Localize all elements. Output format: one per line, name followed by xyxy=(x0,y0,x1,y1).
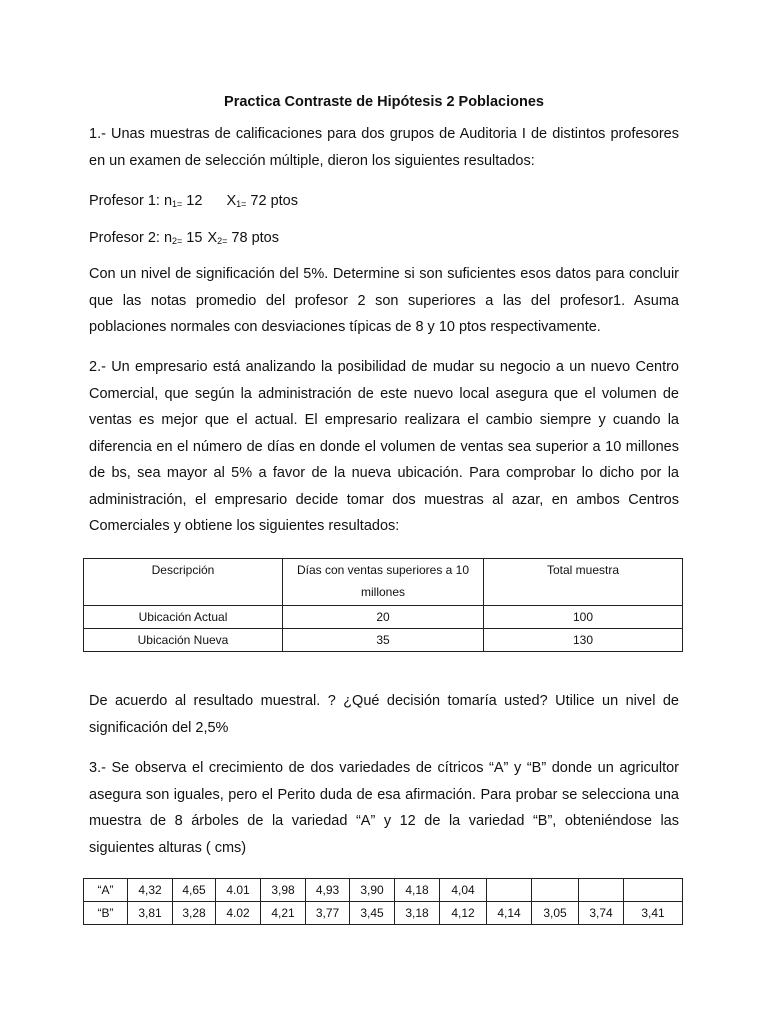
table-cell xyxy=(532,879,579,902)
table-cell: 3,05 xyxy=(532,902,579,925)
table-cell: 4,93 xyxy=(306,879,350,902)
table-cell: 4,12 xyxy=(440,902,487,925)
table-cell: 4,14 xyxy=(487,902,532,925)
table-cell xyxy=(624,879,683,902)
table-cell xyxy=(579,879,624,902)
table-cell: Ubicación Nueva xyxy=(84,629,283,652)
table-cell: 3,74 xyxy=(579,902,624,925)
table-cell: 4.01 xyxy=(216,879,261,902)
table-cell: 3,18 xyxy=(395,902,440,925)
sales-table xyxy=(83,558,683,652)
table-cell: 3,77 xyxy=(306,902,350,925)
table-cell: 4.02 xyxy=(216,902,261,925)
table-cell: 4,21 xyxy=(261,902,306,925)
table-cell xyxy=(487,879,532,902)
table-cell: 3,45 xyxy=(350,902,395,925)
profesor-2-line: Profesor 2: $n_{2=}$ 15 $X_{2=}$ 78 ptos xyxy=(89,230,279,246)
table-cell: 3,98 xyxy=(261,879,306,902)
table-cell: 20 xyxy=(283,606,484,629)
table-cell: “A” xyxy=(84,879,128,902)
problem-2-text: 2.- Un empresario está analizando la posibilidad de mudar su negocio a un nuevo Centro Comercial, que según la administración de este nuevo local asegura que el volumen de ventas es mejor que el actual. El empresario realizara el cambio siempre y cuando la diferencia en el número de días en donde el volumen de ventas sea superior a 10 millones de bs, sea mayor al 5% a favor de la nueva ubicación. Para comprobar lo dicho por la administración, el empresario decide tomar dos muestras al azar, en ambos Centros Comerciales y obtiene los siguientes resultados: xyxy=(89,359,679,534)
table-cell: 3,28 xyxy=(173,902,216,925)
header-total: Total muestra xyxy=(484,559,683,606)
table-row-b xyxy=(84,902,683,925)
table-cell: 4,18 xyxy=(395,879,440,902)
document-title: Practica Contraste de Hipótesis 2 Poblaciones xyxy=(224,94,544,110)
table-row xyxy=(84,606,683,629)
table-cell: 4,32 xyxy=(128,879,173,902)
table-row xyxy=(84,629,683,652)
problem-1-text: 1.- Unas muestras de calificaciones para dos grupos de Auditoria I de distintos profesores en un examen de selección múltiple, dieron los siguientes resultados: xyxy=(89,126,679,169)
heights-table xyxy=(83,878,683,925)
table-cell: 3,41 xyxy=(624,902,683,925)
table-cell: 4,65 xyxy=(173,879,216,902)
problem-2-question: De acuerdo al resultado muestral. ? ¿Qué decisión tomaría usted? Utilice un nivel de significación del 2,5% xyxy=(89,693,679,736)
problem-3-text: 3.- Se observa el crecimiento de dos variedades de cítricos “A” y “B” donde un agricultor asegura son iguales, pero el Perito duda de esa afirmación. Para probar se selecciona una muestra de 8 árboles de la variedad “A” y 12 de la variedad “B”, obteniéndose las siguientes alturas ( cms) xyxy=(89,760,679,856)
profesor-1-line: Profesor 1: $n_{1=}$ 12 $X_{1=}$ 72 ptos xyxy=(89,193,298,209)
table-cell: 3,90 xyxy=(350,879,395,902)
table-cell: 130 xyxy=(484,629,683,652)
table-cell: 35 xyxy=(283,629,484,652)
problem-1-question: Con un nivel de significación del 5%. Determine si son suficientes esos datos para concluir que las notas promedio del profesor 2 son superiores a las del profesor1. Asuma poblaciones normales con desviaciones típicas de 8 y 10 ptos respectivamente. xyxy=(89,266,679,335)
header-dias: Días con ventas superiores a 10 millones xyxy=(283,559,484,606)
table-row-a xyxy=(84,879,683,902)
table-cell: 4,04 xyxy=(440,879,487,902)
table-header-row xyxy=(84,559,683,606)
table-cell: 100 xyxy=(484,606,683,629)
table-cell: Ubicación Actual xyxy=(84,606,283,629)
table-cell: “B” xyxy=(84,902,128,925)
table-cell: 3,81 xyxy=(128,902,173,925)
header-descripcion: Descripción xyxy=(84,559,283,606)
